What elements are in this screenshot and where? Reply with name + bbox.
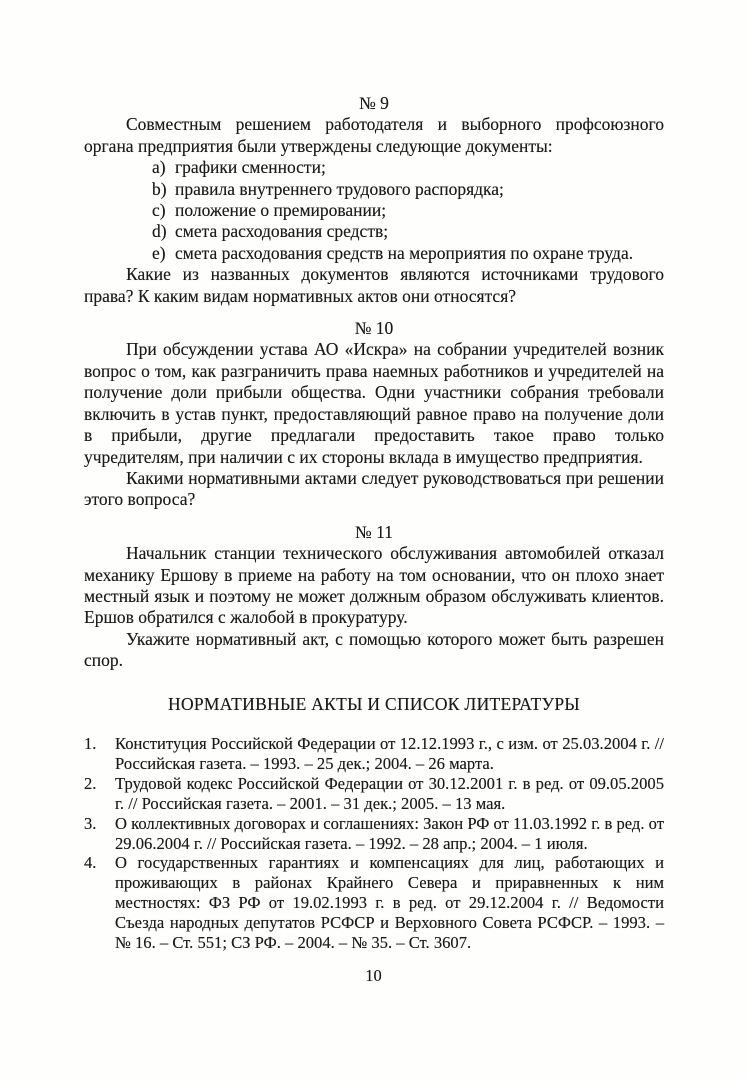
bibliography-entry-4-text: О государственных гарантиях и компенсациях для лиц, работающих и проживающих в районах Крайнего Севера и приравненных к ним местностях: ФЗ РФ от 19.02.1993 г. в ред. от 29.12.2004 г. // Ведомости Съезда народных депутатов РСФСР и Верховного Совета РСФСР. – 1993. – № 16. – Ст. 551; СЗ РФ. – 2004. – № 35. – Ст. 3607. [115,853,664,953]
bibliography-entry-1 [84,734,664,774]
option-text-e: смета расходования средств на мероприятия по охране труда. [175,242,634,263]
bibliography-entry-4 [84,853,664,953]
bibliography-title: НОРМАТИВНЫЕ АКТЫ И СПИСОК ЛИТЕРАТУРЫ [168,693,580,714]
bibliography-entry-2-text: Трудовой кодекс Российской Федерации от 30.12.2001 г. в ред. от 09.05.2005 г. // Российская газета. – 2001. – 31 дек.; 2005. – 13 мая. [115,773,664,813]
option-marker-d: d) [152,221,167,242]
page-content [84,0,664,953]
problem-9-question: Какие из названных документов являются источниками трудового права? К каким видам нормативных актов они относятся? [84,264,664,306]
option-text-a: графики сменности; [175,157,326,178]
option-text-b: правила внутреннего трудового распорядка; [175,178,504,199]
problem-11-body: Начальник станции технического обслуживания автомобилей отказал механику Ершову в приеме на работу на том основании, что он плохо знает местный язык и поэтому не может должным образом обслуживать клиентов. Ершов обратился с жалобой в прокуратуру. [84,543,664,628]
problem-9-section [84,0,664,307]
problem-11-question: Укажите нормативный акт, с помощью которого может быть разрешен спор. [84,628,664,671]
bibliography-entry-3-text: О коллективных договорах и соглашениях: Закон РФ от 11.03.1992 г. в ред. от 29.06.2004 г. // Российская газета. – 1992. – 28 апр.; 2004. – 1 июля. [115,813,664,853]
bibliography-entry-3-number: 3. [84,813,97,833]
bibliography-list [84,734,664,953]
option-row-e [152,243,664,264]
bibliography-entry-2-number: 2. [84,773,97,793]
bibliography-entry-2 [84,774,664,814]
problem-10-section [84,318,664,511]
bibliography-entry-1-text: Конституция Российской Федерации от 12.12.1993 г., с изм. от 25.03.2004 г. // Российская газета. – 1993. – 25 дек.; 2004. – 26 марта. [115,733,664,773]
option-row-c [152,200,664,221]
option-marker-e: e) [152,242,166,263]
problem-11-section [84,522,664,672]
bibliography-entry-3 [84,814,664,854]
option-marker-c: c) [152,200,166,221]
option-marker-b: b) [152,178,167,199]
option-text-c: положение о премировании; [175,200,387,221]
problem-10-heading: № 10 [354,318,394,339]
bibliography-entry-4-number: 4. [84,853,97,873]
bibliography-entry-1-number: 1. [84,733,97,753]
problem-9-intro: Совместным решением работодателя и выборного профсоюзного органа предприятия были утверждены следующие документы: [84,114,664,156]
problem-9-heading: № 9 [359,93,389,113]
problem-11-heading: № 11 [355,521,393,542]
problem-9-option-list [84,157,664,264]
problem-10-body: При обсуждении устава АО «Искра» на собрании учредителей возник вопрос о том, как разграничить права наемных работников и учредителей на получение доли прибыли общества. Одни участники собрания требовали включить в устав пункт, предоставляющий равное право на получение доли в прибыли, другие предлагали предоставить такое право только учредителям, при наличии с их стороны вклада в имущество предприятия. [84,339,664,467]
option-row-b [152,179,664,200]
page-number: 10 [365,966,382,985]
option-marker-a: a) [152,157,166,178]
bibliography-section [84,694,664,953]
problem-10-question: Какими нормативными актами следует руководствоваться при решении этого вопроса? [84,467,664,510]
option-text-d: смета расходования средств; [175,221,389,242]
option-row-a [152,157,664,178]
option-row-d [152,221,664,242]
